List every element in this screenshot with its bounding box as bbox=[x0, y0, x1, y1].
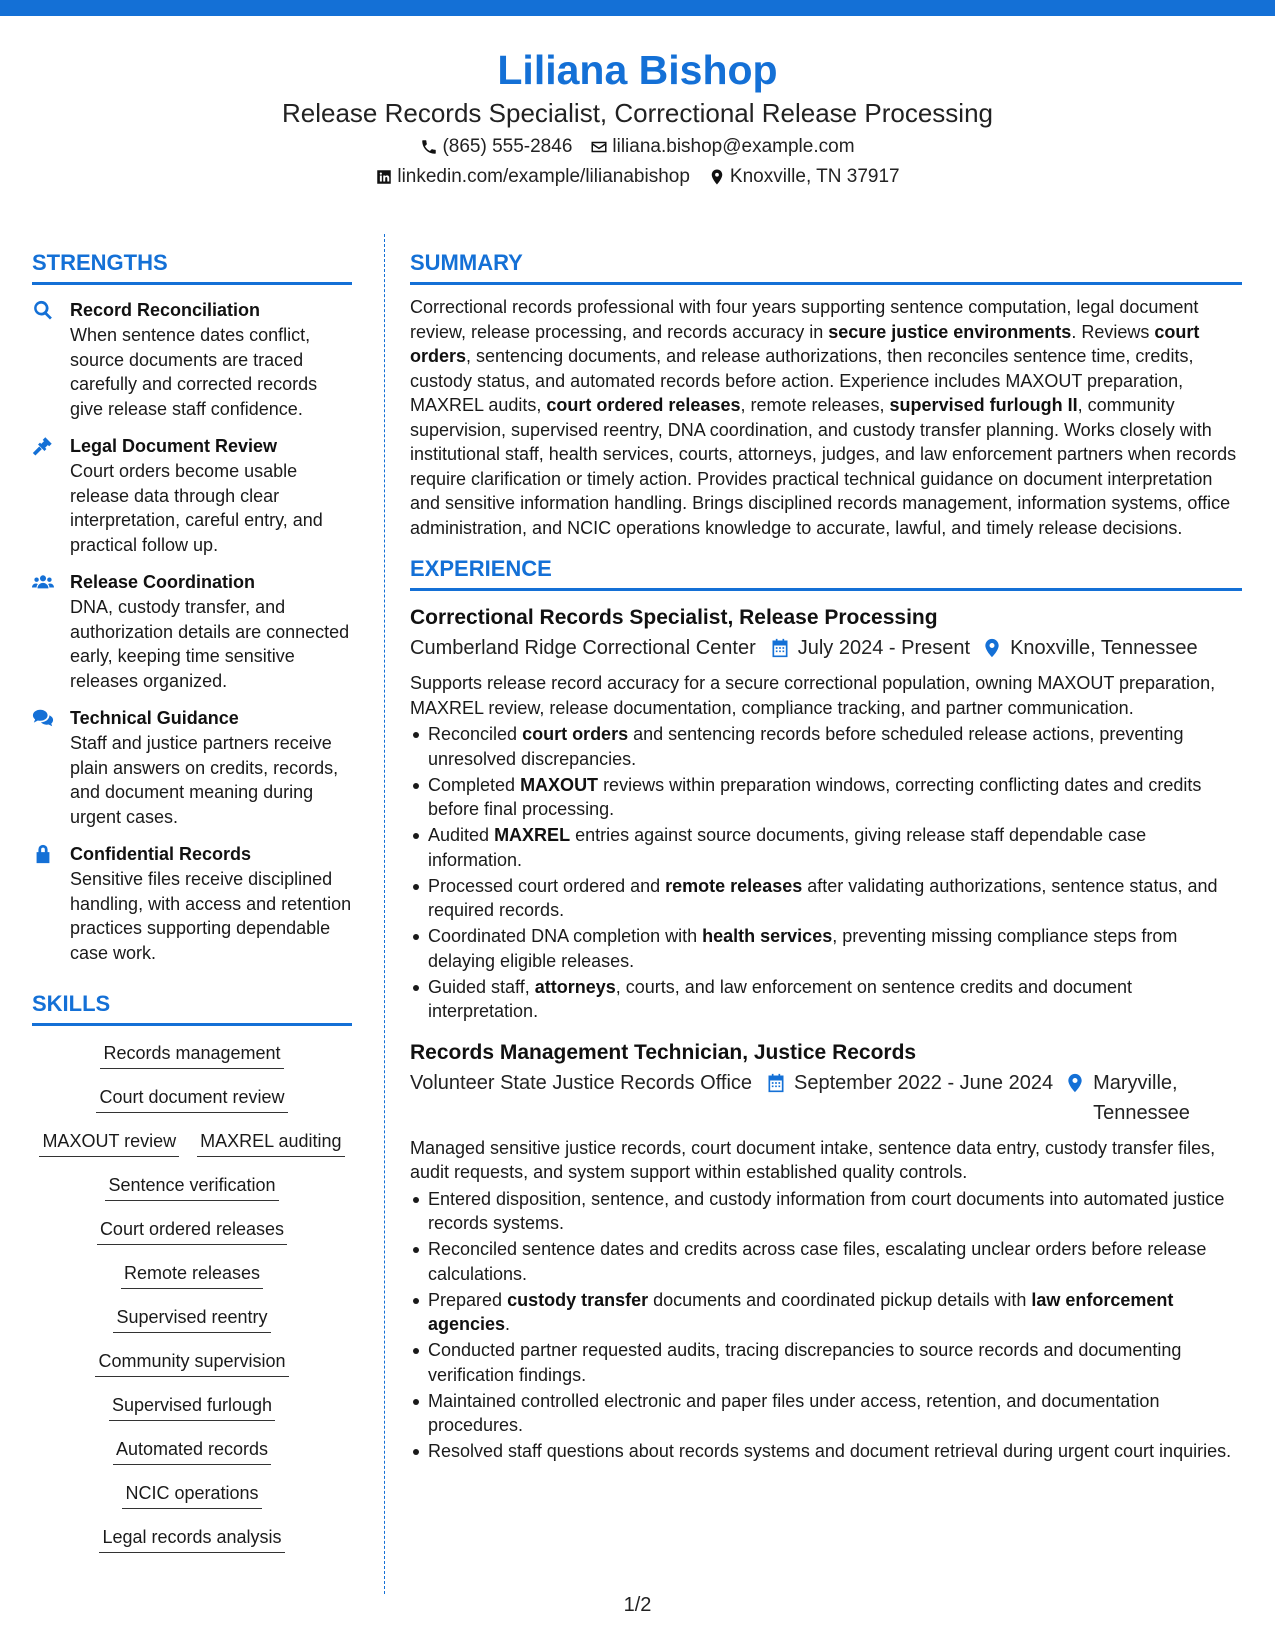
contact-row-1 bbox=[0, 132, 1275, 162]
job-bullets bbox=[410, 1187, 1242, 1464]
skill-tag: Court ordered releases bbox=[97, 1216, 287, 1245]
strength-description: Sensitive files receive disciplined handling, with access and retention practices supporting dependable case work. bbox=[70, 869, 352, 963]
location-text: Knoxville, TN 37917 bbox=[729, 166, 900, 187]
job-location-text: Maryville, Tennessee bbox=[1093, 1071, 1190, 1124]
job-date-text: July 2024 - Present bbox=[797, 637, 971, 659]
strength-item bbox=[32, 433, 352, 557]
location-contact bbox=[708, 162, 900, 192]
strength-title: Release Coordination bbox=[70, 572, 256, 592]
users-icon bbox=[32, 571, 54, 593]
job-description: Supports release record accuracy for a secure correctional population, owning MAXOUT preparation, MAXREL review, release documentation, compliance tracking, and partner communication. bbox=[410, 673, 1216, 718]
strength-description: DNA, custody transfer, and authorization details are connected early, keeping time sensitive releases organized. bbox=[70, 597, 350, 691]
job-bullets bbox=[410, 722, 1242, 1024]
skills-heading: SKILLS bbox=[32, 989, 352, 1026]
skill-tag: Records management bbox=[100, 1040, 283, 1069]
job-date-text: September 2022 - June 2024 bbox=[794, 1071, 1054, 1094]
envelope-icon bbox=[590, 138, 608, 156]
strength-description: When sentence dates conflict, source documents are traced carefully and corrected records give release staff confidence. bbox=[70, 325, 318, 419]
strength-description: Court orders become usable release data through clear interpretation, careful entry, and practical follow up. bbox=[70, 461, 323, 555]
skill-tag: MAXOUT review bbox=[39, 1128, 179, 1157]
gavel-icon bbox=[32, 435, 54, 457]
strength-title: Technical Guidance bbox=[70, 708, 239, 728]
map-pin-icon bbox=[708, 168, 726, 186]
skill-tag: Sentence verification bbox=[105, 1172, 278, 1201]
strength-item bbox=[32, 569, 352, 693]
page-number: 1/2 bbox=[623, 1594, 652, 1616]
bullet-item: Completed MAXOUT reviews within preparation windows, correcting conflicting dates and credits before final processing. bbox=[410, 773, 1242, 822]
strength-item bbox=[32, 297, 352, 421]
lock-icon bbox=[32, 843, 54, 865]
strength-title: Legal Document Review bbox=[70, 436, 278, 456]
strength-title: Confidential Records bbox=[70, 844, 252, 864]
left-column bbox=[32, 248, 352, 1553]
linkedin-icon bbox=[375, 168, 393, 186]
job-date bbox=[770, 633, 970, 663]
top-accent-bar bbox=[0, 0, 1275, 16]
job-meta bbox=[410, 633, 1242, 663]
job-date bbox=[766, 1068, 1053, 1098]
bullet-item: Conducted partner requested audits, tracing discrepancies to source records and documenting verification findings. bbox=[410, 1338, 1242, 1387]
bullet-item: Entered disposition, sentence, and custody information from court documents into automated justice records systems. bbox=[410, 1187, 1242, 1236]
bullet-item: Processed court ordered and remote releases after validating authorizations, sentence status, and required records. bbox=[410, 874, 1242, 923]
linkedin-text: linkedin.com/example/lilianabishop bbox=[397, 166, 690, 187]
right-column bbox=[410, 248, 1242, 1465]
map-pin-icon bbox=[982, 637, 1002, 659]
experience-heading: EXPERIENCE bbox=[410, 554, 1242, 591]
strength-description: Staff and justice partners receive plain answers on credits, records, and document meaning during urgent cases. bbox=[70, 733, 339, 827]
strength-item bbox=[32, 705, 352, 829]
candidate-name: Liliana Bishop bbox=[497, 47, 778, 93]
bullet-item: Maintained controlled electronic and paper files under access, retention, and documentation procedures. bbox=[410, 1389, 1242, 1438]
summary-heading: SUMMARY bbox=[410, 248, 1242, 285]
job-organization: Volunteer State Justice Records Office bbox=[410, 1071, 753, 1094]
job-meta bbox=[410, 1068, 1242, 1128]
phone-contact[interactable] bbox=[420, 132, 572, 162]
column-divider bbox=[384, 234, 385, 1594]
bullet-item: Guided staff, attorneys, courts, and law enforcement on sentence credits and document interpretation. bbox=[410, 975, 1242, 1024]
skill-tag: Legal records analysis bbox=[99, 1524, 284, 1553]
contact-row-2 bbox=[0, 162, 1275, 192]
bullet-item: Audited MAXREL entries against source documents, giving release staff dependable case information. bbox=[410, 823, 1242, 872]
comments-icon bbox=[32, 707, 54, 729]
strengths-heading: STRENGTHS bbox=[32, 248, 352, 285]
job-organization: Cumberland Ridge Correctional Center bbox=[410, 637, 756, 659]
bullet-item: Reconciled sentence dates and credits across case files, escalating unclear orders before release calculations. bbox=[410, 1237, 1242, 1286]
resume-header bbox=[0, 40, 1275, 192]
map-pin-icon bbox=[1065, 1072, 1085, 1094]
strength-title: Record Reconciliation bbox=[70, 300, 261, 320]
bullet-item: Reconciled court orders and sentencing records before scheduled release actions, preventing unresolved discrepancies. bbox=[410, 722, 1242, 771]
email-text: liliana.bishop@example.com bbox=[612, 136, 855, 157]
skill-tag: NCIC operations bbox=[122, 1480, 261, 1509]
search-icon bbox=[32, 299, 54, 321]
calendar-icon bbox=[770, 637, 790, 659]
linkedin-contact[interactable] bbox=[375, 162, 690, 192]
skill-tag: Supervised reentry bbox=[113, 1304, 270, 1333]
summary-text: Correctional records professional with four years supporting sentence computation, legal document review, release processing, and records accuracy in secure justice environments. Reviews court orders, sentencing documents, and release authorizations, then reconciles sentence time, credits, custody status, and automated records before action. Experience includes MAXOUT preparation, MAXREL audits, court ordered releases, remote releases, supervised furlough II, community supervision, supervised reentry, DNA coordination, and custody transfer planning. Works closely with institutional staff, health services, courts, attorneys, judges, and law enforcement partners when records require clarification or timely action. Provides practical technical guidance on document interpretation and sensitive information handling. Brings disciplined records management, information systems, office administration, and NCIC operations knowledge to accurate, lawful, and timely release decisions. bbox=[410, 297, 1237, 538]
job-entry bbox=[410, 603, 1242, 1024]
bullet-item: Coordinated DNA completion with health services, preventing missing compliance steps from delaying eligible releases. bbox=[410, 924, 1242, 973]
skills-list bbox=[32, 1040, 352, 1553]
skill-tag: MAXREL auditing bbox=[197, 1128, 344, 1157]
job-description: Managed sensitive justice records, court document intake, sentence data entry, custody transfer files, audit requests, and system support within established quality controls. bbox=[410, 1137, 1216, 1182]
job-location-text: Knoxville, Tennessee bbox=[1010, 637, 1198, 659]
bullet-item: Resolved staff questions about records systems and document retrieval during urgent court inquiries. bbox=[410, 1439, 1242, 1464]
job-entry bbox=[410, 1038, 1242, 1464]
phone-icon bbox=[420, 138, 438, 156]
skill-tag: Supervised furlough bbox=[109, 1392, 275, 1421]
strength-item bbox=[32, 841, 352, 965]
skill-tag: Community supervision bbox=[95, 1348, 288, 1377]
calendar-icon bbox=[766, 1072, 786, 1094]
email-contact[interactable] bbox=[590, 132, 854, 162]
bullet-item: Prepared custody transfer documents and coordinated pickup details with law enforcement agencies. bbox=[410, 1288, 1242, 1337]
phone-text: (865) 555-2846 bbox=[442, 136, 573, 157]
job-location bbox=[982, 633, 1198, 663]
job-title: Records Management Technician, Justice Records bbox=[410, 1040, 917, 1064]
job-title: Correctional Records Specialist, Release Processing bbox=[410, 606, 938, 629]
skill-tag: Automated records bbox=[113, 1436, 271, 1465]
job-location bbox=[1065, 1068, 1203, 1128]
skill-tag: Court document review bbox=[96, 1084, 287, 1113]
skill-tag: Remote releases bbox=[121, 1260, 263, 1289]
candidate-title: Release Records Specialist, Correctional Release Processing bbox=[281, 98, 993, 128]
